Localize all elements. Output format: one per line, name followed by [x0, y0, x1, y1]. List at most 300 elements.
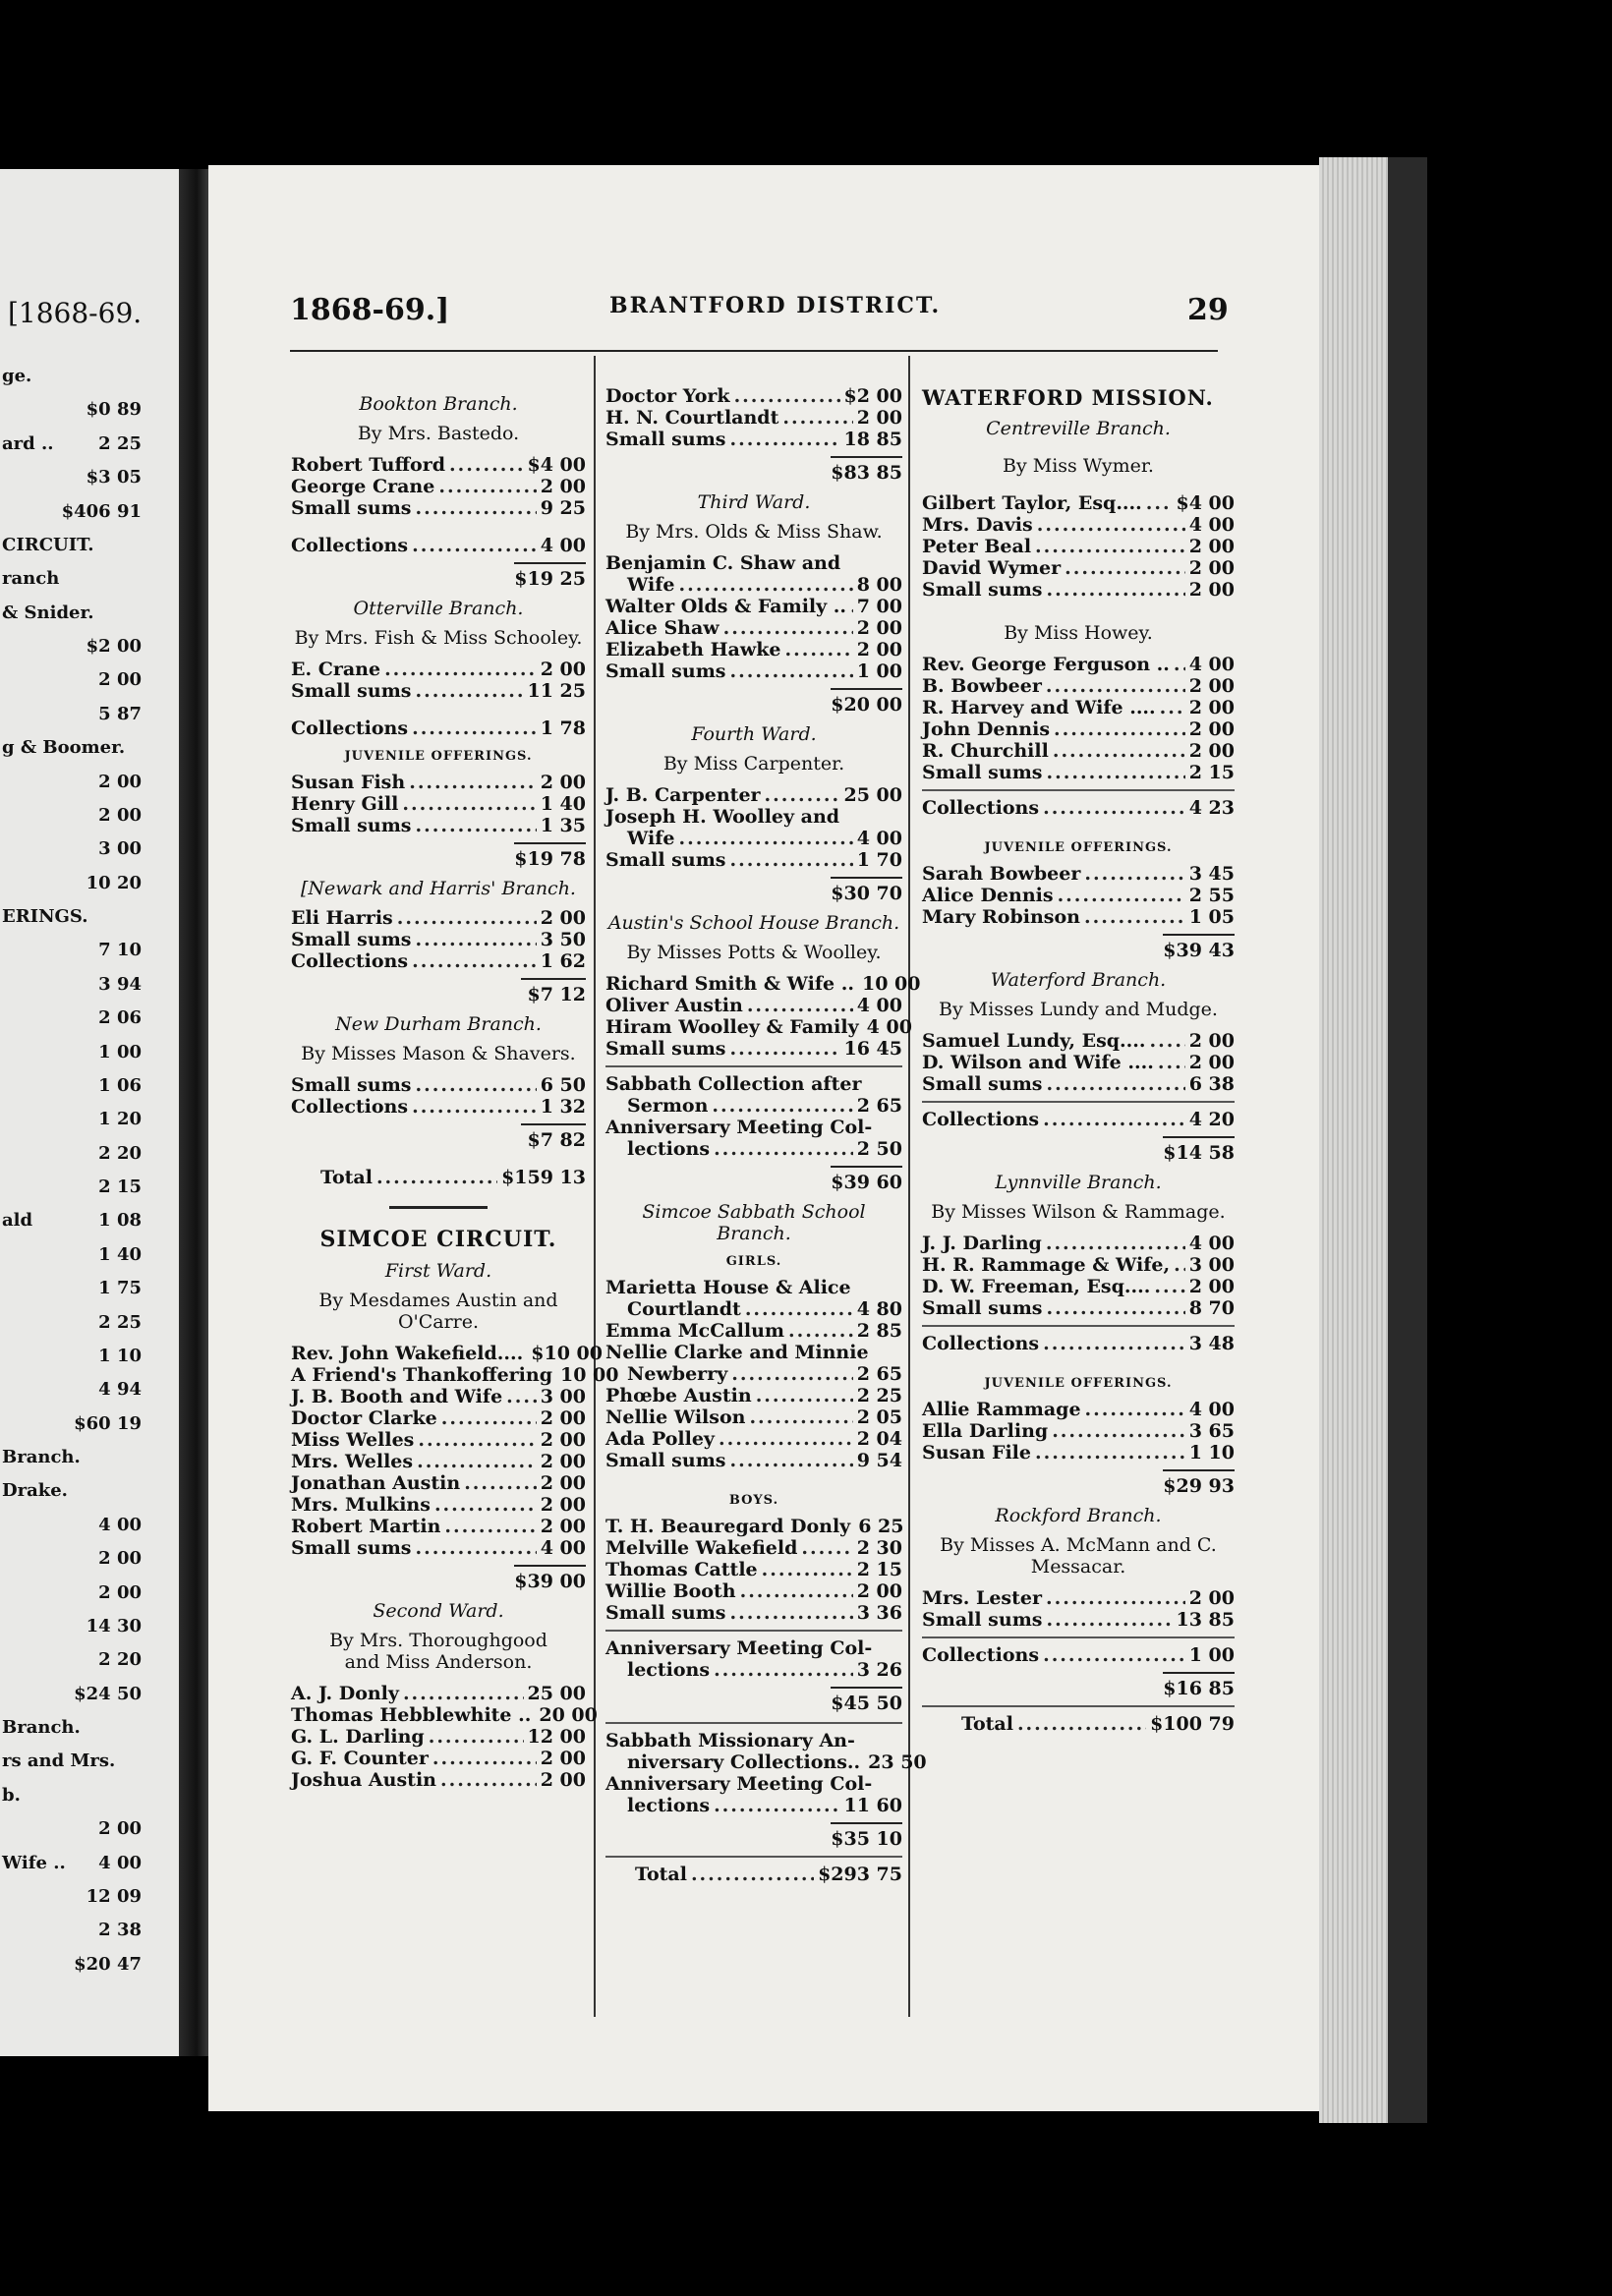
entry-name: Small sums	[922, 1297, 1043, 1319]
entry-row	[605, 1385, 902, 1406]
book-cover-edge	[1388, 157, 1427, 2123]
entry-amount: 16 45	[843, 1038, 902, 1060]
entry-row	[922, 579, 1235, 601]
entry-name: Doctor Clarke	[291, 1407, 437, 1429]
rule	[922, 1101, 1235, 1103]
entry-amount: 4 00	[1188, 654, 1235, 675]
entry-row	[605, 1016, 912, 1038]
branch-title: Lynnville Branch.	[995, 1172, 1162, 1193]
entry-name: Small sums	[922, 579, 1043, 601]
entry-name: T. H. Beauregard Donly	[605, 1516, 851, 1537]
entry-row	[922, 536, 1235, 557]
entry-list	[291, 1074, 586, 1118]
entry-name: H. R. Rammage & Wife,	[922, 1254, 1171, 1276]
subtotal: $39 60	[605, 1160, 902, 1193]
entry-list	[605, 1385, 902, 1471]
entry-row	[922, 492, 1235, 514]
entry-row	[922, 863, 1235, 885]
entry-row	[291, 1364, 619, 1386]
branch-title: Waterford Branch.	[990, 969, 1167, 991]
girls-label: GIRLS.	[725, 1254, 782, 1269]
entry-row	[922, 1276, 1235, 1297]
entry-amount: 2 00	[1188, 557, 1235, 579]
entry-row	[291, 1451, 586, 1472]
entry-row	[605, 617, 902, 639]
entry-amount: 2 04	[856, 1428, 902, 1450]
entry-row	[605, 429, 902, 450]
entry-row: lections ..... 3 26	[605, 1659, 902, 1681]
left-page-amount: 3 00	[98, 838, 142, 860]
entry-row	[922, 654, 1235, 675]
entry-name: Elizabeth Hawke	[605, 639, 781, 660]
entry-amount: 13 85	[1176, 1609, 1235, 1631]
entry-name: Ada Polley	[605, 1428, 715, 1450]
left-page-amount: $3 05	[86, 467, 142, 488]
entry-name: Joshua Austin	[291, 1769, 436, 1791]
collections-row: Collections ..... 3 48	[922, 1333, 1235, 1354]
left-page-amount: 1 40	[98, 1243, 142, 1265]
entry-amount: 2 00	[1188, 675, 1235, 697]
left-page-amount: 2 38	[98, 1920, 142, 1941]
entry-name: Alice Shaw	[605, 617, 720, 639]
entry-name: Willie Booth	[605, 1580, 736, 1602]
entry-name: G. L. Darling	[291, 1726, 425, 1748]
entry-name: Collections	[291, 950, 409, 972]
entry-row	[605, 1516, 902, 1537]
entry-amount: 18 85	[843, 429, 902, 450]
entry-list	[605, 1516, 902, 1624]
subtotal: $14 58	[922, 1130, 1235, 1164]
entry-list	[922, 863, 1235, 928]
entry-name: Susan Fish	[291, 772, 406, 793]
entry-name: G. F. Counter	[291, 1748, 429, 1769]
entry-name: Small sums	[605, 1602, 726, 1624]
branch-title: Otterville Branch.	[353, 598, 524, 619]
entry-name: Hiram Woolley & Family	[605, 1016, 859, 1038]
entry-list	[291, 1683, 598, 1791]
entry-row	[922, 1420, 1235, 1442]
entry-amount: 8 70	[1188, 1297, 1235, 1319]
entry-row	[605, 1580, 902, 1602]
entry-name: H. N. Courtlandt	[605, 407, 779, 429]
entry-name: Nellie Wilson	[605, 1406, 746, 1428]
collector-line: By Misses Lundy and Mudge.	[939, 999, 1218, 1020]
collector-line: By Misses Potts & Woolley.	[626, 942, 882, 963]
entry-name: Allie Rammage	[922, 1399, 1081, 1420]
left-page-amount: $0 89	[86, 399, 142, 421]
branch-title: Austin's School House Branch.	[607, 912, 900, 934]
left-page-text: Branch.	[2, 1447, 81, 1467]
entry-name: George Crane	[291, 476, 435, 497]
entry-amount: 2 00	[856, 1580, 902, 1602]
rule	[605, 1065, 902, 1067]
entry-row	[922, 675, 1235, 697]
rule	[922, 1325, 1235, 1327]
entry-row	[605, 1428, 902, 1450]
left-page-text: ald	[2, 1210, 33, 1232]
left-page-amount: 1 75	[98, 1278, 142, 1299]
left-page-amount: 7 10	[98, 940, 142, 961]
entry-row	[922, 885, 1235, 906]
entry-list	[605, 596, 902, 682]
left-page-header: [1868-69.	[8, 297, 143, 329]
entry-name: R. Harvey and Wife ....	[922, 697, 1156, 718]
juvenile-offerings-label: JUVENILE OFFERINGS.	[344, 749, 533, 764]
rule	[922, 1636, 1235, 1638]
left-page-amount: 2 15	[98, 1177, 142, 1197]
entry-amount: 2 30	[856, 1537, 902, 1559]
entry-amount: 1 32	[540, 1096, 586, 1118]
entry-name: A. J. Donly	[291, 1683, 399, 1704]
entry-row	[291, 454, 586, 476]
entry-row: Sabbath Collection after	[605, 1073, 862, 1095]
entry-row	[291, 1386, 586, 1407]
entry-row: Wife ..... 8 00	[605, 574, 902, 596]
entry-amount: 25 00	[527, 1683, 586, 1704]
entry-amount: 2 00	[540, 1769, 586, 1791]
left-page-text: ard ..	[2, 432, 54, 454]
entry-row	[291, 1704, 598, 1726]
left-page-text: ge.	[2, 366, 32, 386]
page-year: 1868-69.]	[290, 293, 450, 327]
entry-amount: 2 00	[540, 1748, 586, 1769]
branch-title: Rockford Branch.	[995, 1505, 1162, 1526]
entry-name: Small sums	[605, 1038, 726, 1060]
entry-row: Courtlandt ..... 4 80	[605, 1298, 902, 1320]
entry-name: Small sums	[922, 762, 1043, 783]
entry-name: J. B. Booth and Wife	[291, 1386, 503, 1407]
entry-amount: 4 00	[866, 1016, 912, 1038]
entry-name: Walter Olds & Family ..	[605, 596, 847, 617]
entry-amount: 2 15	[1188, 762, 1235, 783]
entry-name: E. Crane	[291, 659, 381, 680]
collector-line: By Miss Carpenter.	[662, 753, 845, 775]
subtotal: $45 50	[605, 1681, 902, 1714]
entry-row	[291, 680, 586, 702]
entry-name: Melville Wakefield	[605, 1537, 798, 1559]
entry-name: R. Churchill	[922, 740, 1049, 762]
entry-amount: 4 00	[1188, 514, 1235, 536]
entry-amount: 1 05	[1188, 906, 1235, 928]
collector-line: By Miss Wymer.	[1003, 455, 1154, 477]
mission-title: WATERFORD MISSION.	[922, 385, 1214, 410]
entry-amount: 3 50	[540, 929, 586, 950]
entry-amount: 1 35	[540, 815, 586, 836]
entry-row	[922, 1297, 1235, 1319]
entry-amount: 2 00	[1188, 1030, 1235, 1052]
subtotal: $16 85	[922, 1666, 1235, 1699]
left-page-amount: 12 09	[86, 1885, 142, 1907]
entry-amount: 10 00	[861, 973, 921, 995]
entry-name: Small sums	[291, 1537, 412, 1559]
entry-row	[922, 697, 1235, 718]
subtotal: $7 82	[291, 1118, 586, 1151]
entry-list	[291, 772, 586, 836]
branch-title: First Ward.	[384, 1260, 492, 1282]
entry-row	[291, 793, 586, 815]
column-2	[605, 385, 927, 1885]
rule	[922, 789, 1235, 791]
collector-line: By Mesdames Austin and O'Carre.	[318, 1290, 558, 1333]
entry-amount: 11 25	[527, 680, 586, 702]
rule	[922, 1705, 1235, 1707]
entry-row	[922, 1587, 1235, 1609]
entry-row	[291, 1494, 586, 1516]
branch-title: Simcoe Sabbath School Branch.	[642, 1201, 866, 1244]
entry-name: Susan File	[922, 1442, 1031, 1464]
entry-amount: 2 00	[1188, 697, 1235, 718]
column-3	[922, 385, 1235, 1735]
total-row: Total ..... $100 79	[922, 1713, 1235, 1735]
branch-title: Third Ward.	[697, 491, 811, 513]
entry-row	[291, 1343, 603, 1364]
entry-row	[605, 1559, 902, 1580]
branch-title: Fourth Ward.	[691, 723, 817, 745]
entry-row	[291, 772, 586, 793]
page-edges	[1319, 157, 1388, 2123]
entry-amount: 2 25	[856, 1385, 902, 1406]
entry-row	[605, 639, 902, 660]
left-page-amount: 2 00	[98, 1548, 142, 1570]
left-page-amount: 2 25	[98, 432, 142, 454]
entry-row: Anniversary Meeting Col-	[605, 1637, 873, 1659]
entry-list	[291, 907, 586, 972]
left-page-amount: 1 10	[98, 1345, 142, 1366]
branch-title: [Newark and Harris' Branch.	[301, 878, 576, 899]
entry-row: lections ..... 2 50	[605, 1138, 902, 1160]
left-page-amount: 4 00	[98, 1514, 142, 1535]
entry-amount: 9 25	[540, 497, 586, 519]
entry-amount: 2 00	[540, 1451, 586, 1472]
left-page-amount: 2 06	[98, 1007, 142, 1029]
entry-amount: 3 45	[1188, 863, 1235, 885]
entry-row	[922, 1233, 1235, 1254]
entry-name: Rev. George Ferguson ..	[922, 654, 1170, 675]
entry-row	[291, 497, 586, 519]
entry-name: Oliver Austin	[605, 995, 743, 1016]
entry-row: lections ..... 11 60	[605, 1795, 902, 1816]
left-page-text: g & Boomer.	[2, 737, 126, 759]
left-page-text: b.	[2, 1784, 21, 1806]
entry-list	[922, 1399, 1235, 1464]
entry-name: D. Wilson and Wife ....	[922, 1052, 1154, 1073]
left-page-amount: 2 20	[98, 1142, 142, 1164]
entry-row	[291, 1407, 586, 1429]
entry-list	[605, 973, 921, 1060]
entry-row: Newberry ..... 2 65	[605, 1363, 902, 1385]
entry-amount: 2 00	[856, 407, 902, 429]
left-page-amount: 2 25	[98, 1311, 142, 1333]
entry-list	[605, 385, 902, 450]
entry-amount: 20 00	[539, 1704, 598, 1726]
entry-row	[291, 1096, 586, 1118]
entry-amount: 2 00	[1188, 1276, 1235, 1297]
entry-row	[922, 1399, 1235, 1420]
entry-name: Small sums	[605, 660, 726, 682]
entry-list	[922, 1030, 1235, 1095]
entry-name: Mrs. Davis	[922, 514, 1033, 536]
entry-row	[291, 1472, 586, 1494]
entry-amount: 1 40	[540, 793, 586, 815]
left-page-text: ERINGS.	[2, 906, 88, 927]
collector-line: By Misses A. McMann and C. Messacar.	[940, 1534, 1217, 1578]
entry-name: Thomas Hebblewhite ..	[291, 1704, 532, 1726]
entry-name: Mrs. Welles	[291, 1451, 414, 1472]
entry-name: B. Bowbeer	[922, 675, 1042, 697]
entry-name: Gilbert Taylor, Esq....	[922, 492, 1142, 514]
entry-name: Thomas Cattle	[605, 1559, 758, 1580]
entry-amount: 2 15	[856, 1559, 902, 1580]
entry-name: Peter Beal	[922, 536, 1032, 557]
entry-row	[922, 718, 1235, 740]
entry-name: Miss Welles	[291, 1429, 415, 1451]
entry-row	[291, 929, 586, 950]
entry-row	[605, 995, 902, 1016]
total-row: Total ..... $293 75	[605, 1864, 902, 1885]
entry-row	[291, 659, 586, 680]
entry-name: David Wymer	[922, 557, 1062, 579]
left-page-amount: 14 30	[86, 1615, 142, 1636]
entry-row: Sermon ..... 2 65	[605, 1095, 902, 1117]
subtotal: $83 85	[605, 450, 902, 484]
entry-row	[605, 973, 921, 995]
entry-amount: 2 00	[1188, 740, 1235, 762]
left-page-amount: 5 87	[98, 703, 142, 724]
collections-row: Collections ..... 4 23	[922, 797, 1235, 819]
left-page-amount: $24 50	[74, 1683, 142, 1704]
entry-row: Nellie Clarke and Minnie	[605, 1342, 869, 1363]
entry-amount: 7 00	[856, 596, 902, 617]
entry-row: Marietta House & Alice	[605, 1277, 851, 1298]
entry-amount: 2 00	[540, 476, 586, 497]
entry-amount: 1 10	[1188, 1442, 1235, 1464]
rule	[605, 1630, 902, 1632]
entry-amount: 2 00	[540, 1516, 586, 1537]
entry-row	[605, 407, 902, 429]
entry-amount: $10 00	[531, 1343, 603, 1364]
entry-list	[922, 1587, 1235, 1631]
entry-row	[922, 1254, 1235, 1276]
entry-name: Henry Gill	[291, 793, 399, 815]
subtotal: $30 70	[605, 871, 902, 904]
entry-name: Small sums	[605, 1450, 726, 1471]
entry-amount: 2 00	[1188, 1587, 1235, 1609]
entry-amount: 4 00	[1188, 1399, 1235, 1420]
entry-amount: 6 25	[858, 1516, 904, 1537]
entry-row	[291, 907, 586, 929]
entry-name: Mary Robinson	[922, 906, 1080, 928]
entry-row: niversary Collections.. 23 50	[627, 1751, 927, 1773]
entry-row: Emma McCallum ..... 2 85	[605, 1320, 902, 1342]
entry-name: Small sums	[291, 497, 412, 519]
left-page-text: Drake.	[2, 1480, 68, 1502]
subtotal: $7 12	[291, 972, 586, 1005]
header-rule	[290, 350, 1218, 352]
juvenile-offerings-label: JUVENILE OFFERINGS.	[984, 840, 1173, 855]
entry-row	[605, 1450, 902, 1471]
entry-name: Mrs. Mulkins	[291, 1494, 431, 1516]
entry-amount: $2 00	[843, 385, 902, 407]
entry-name: Robert Martin	[291, 1516, 441, 1537]
entry-amount: 2 05	[856, 1406, 902, 1428]
rule	[605, 1856, 902, 1858]
entry-list	[922, 654, 1235, 783]
left-page-text: CIRCUIT.	[2, 534, 94, 555]
entry-row	[291, 815, 586, 836]
entry-amount: 12 00	[527, 1726, 586, 1748]
entry-row	[605, 1406, 902, 1428]
entry-amount: $4 00	[527, 454, 586, 476]
entry-row	[922, 906, 1235, 928]
collector-line: By Misses Wilson & Rammage.	[931, 1201, 1226, 1223]
left-page-text: rs and Mrs.	[2, 1751, 116, 1772]
entry-amount: 2 00	[1188, 1052, 1235, 1073]
column-rule-1	[594, 356, 596, 2017]
entry-amount: 2 00	[1188, 536, 1235, 557]
entry-row	[922, 557, 1235, 579]
left-page-amount: 2 00	[98, 1818, 142, 1840]
entry-list	[291, 1343, 619, 1559]
collections-row: Collections ..... 1 00	[922, 1644, 1235, 1666]
collections-row: Collections ..... 1 78	[291, 718, 586, 739]
entry-amount: 2 00	[540, 772, 586, 793]
entry-list	[922, 1233, 1235, 1319]
left-page	[0, 169, 179, 2056]
entry-row: Anniversary Meeting Col-	[605, 1773, 873, 1795]
left-page-text: ranch	[2, 568, 60, 590]
left-page-amount: 2 20	[98, 1649, 142, 1671]
circuit-title: SIMCOE CIRCUIT.	[319, 1227, 557, 1252]
collector-line: By Mrs. Fish & Miss Schooley.	[294, 627, 583, 649]
entry-amount: 2 00	[540, 1494, 586, 1516]
entry-row	[291, 1748, 586, 1769]
entry-amount: 2 00	[540, 907, 586, 929]
entry-row	[922, 1052, 1235, 1073]
collector-line: By Misses Mason & Shavers.	[301, 1043, 576, 1064]
entry-amount: 2 00	[1188, 579, 1235, 601]
entry-row	[291, 1516, 586, 1537]
entry-amount: 4 00	[856, 995, 902, 1016]
entry-row	[922, 762, 1235, 783]
entry-row: Anniversary Meeting Col-	[605, 1117, 873, 1138]
left-page-amount: 4 00	[98, 1852, 142, 1873]
left-page-amount: 2 00	[98, 771, 142, 792]
branch-title: Centreville Branch.	[986, 418, 1171, 439]
juvenile-offerings-label: JUVENILE OFFERINGS.	[984, 1376, 1173, 1391]
entry-row: Wife ..... 4 00	[605, 828, 902, 849]
entry-name: Rev. John Wakefield....	[291, 1343, 524, 1364]
entry-row	[605, 1038, 902, 1060]
left-page-text: & Snider.	[2, 602, 94, 623]
entry-row: Small sums ..... 1 70	[605, 849, 902, 871]
entry-list	[291, 659, 586, 702]
entry-name: Ella Darling	[922, 1420, 1049, 1442]
entry-amount: 4 00	[1188, 1233, 1235, 1254]
entry-name: Richard Smith & Wife ..	[605, 973, 854, 995]
total-row: Total ..... $159 13	[291, 1167, 586, 1188]
entry-amount: 4 00	[540, 1537, 586, 1559]
entry-row	[922, 1442, 1235, 1464]
entry-row: Benjamin C. Shaw and	[605, 552, 841, 574]
entry-amount: 2 00	[856, 639, 902, 660]
entry-amount: 2 00	[540, 1407, 586, 1429]
entry-name: Doctor York	[605, 385, 730, 407]
left-page-amount: 1 00	[98, 1041, 142, 1062]
entry-name: Sarah Bowbeer	[922, 863, 1081, 885]
entry-name: Mrs. Lester	[922, 1587, 1042, 1609]
rule	[605, 1722, 902, 1724]
entry-name: Robert Tufford	[291, 454, 446, 476]
